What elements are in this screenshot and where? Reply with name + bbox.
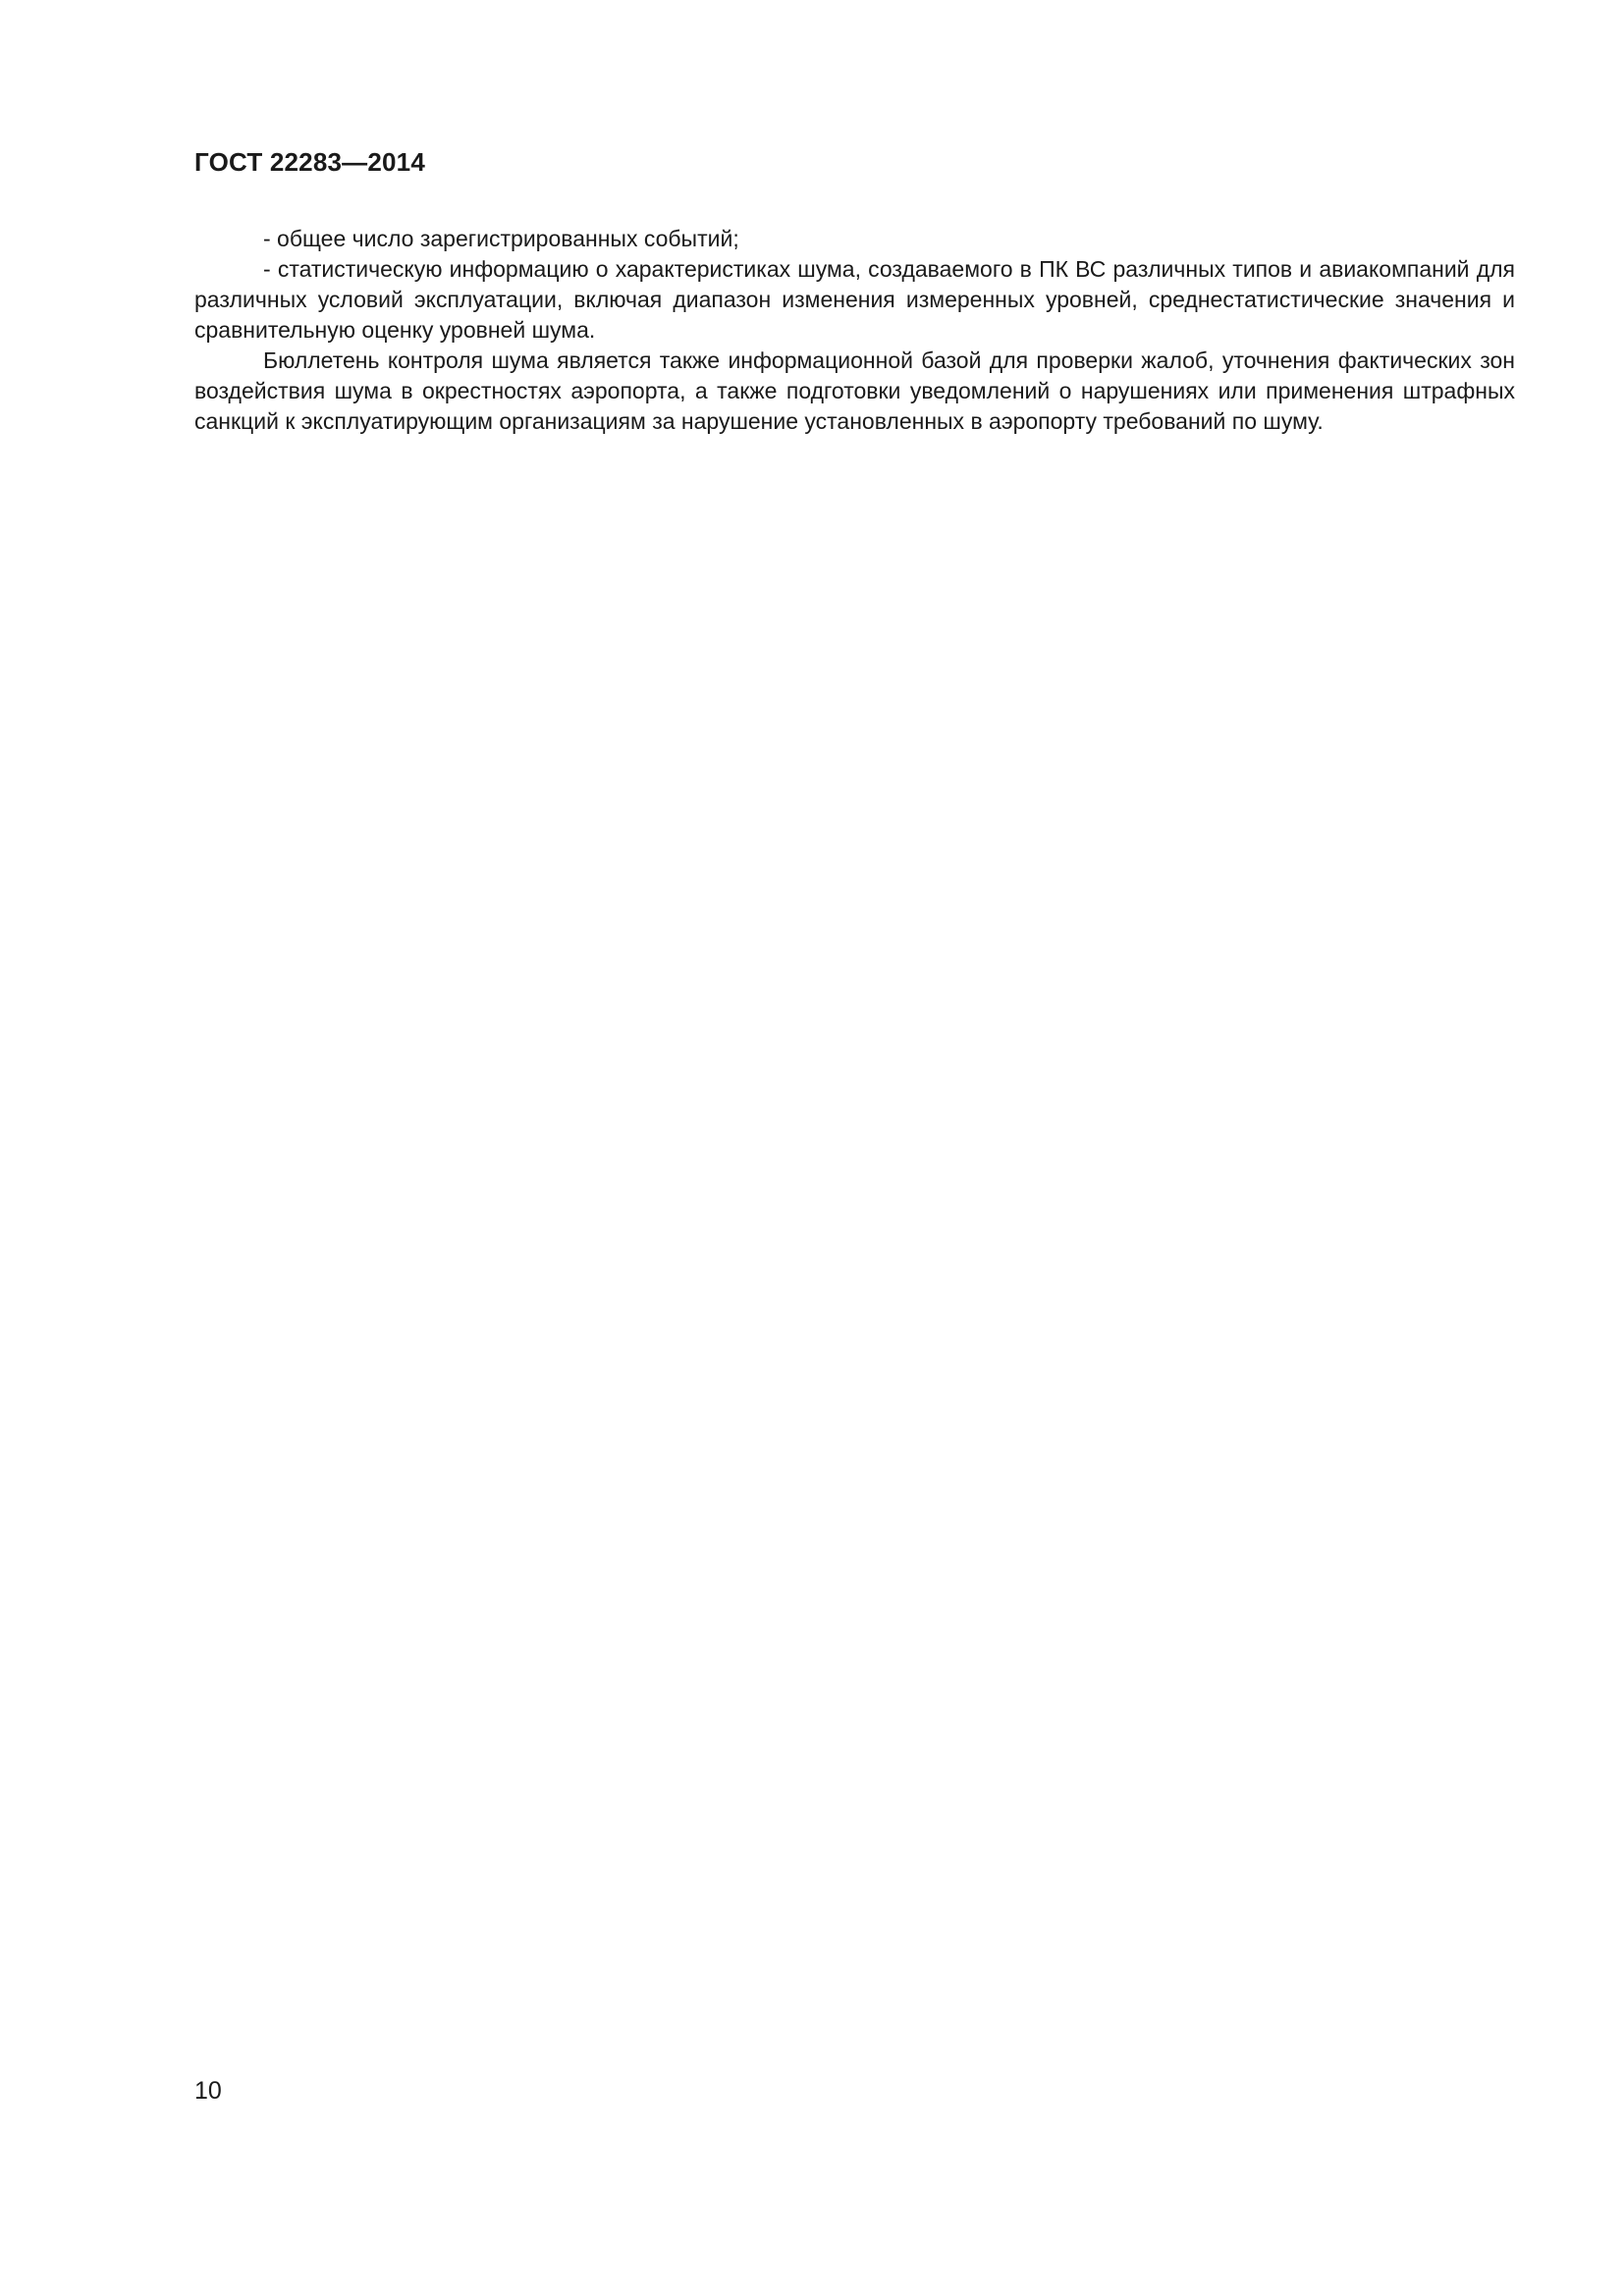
document-body [194, 224, 1515, 437]
paragraph-noise-bulletin: Бюллетень контроля шума является также информационной базой для проверки жалоб, уточнения фактических зон воздействия шума в окрестностях аэропорта, а также подготовки уведомлений о нарушениях или применения штрафных санкций к эксплуатирующим организациям за нарушение установленных в аэропорту требований по шуму. [194, 347, 1515, 434]
document-header: ГОСТ 22283—2014 [194, 147, 425, 177]
page-number: 10 [194, 2077, 222, 2105]
list-item-statistics: - статистическую информацию о характеристиках шума, создаваемого в ПК ВС различных типов и авиакомпаний для различных условий эксплуатации, включая диапазон изменения измеренных уровней, среднестатистические значения и сравнительную оценку уровней шума. [194, 256, 1515, 343]
list-item-total-events: - общее число зарегистрированных событий; [263, 226, 739, 251]
